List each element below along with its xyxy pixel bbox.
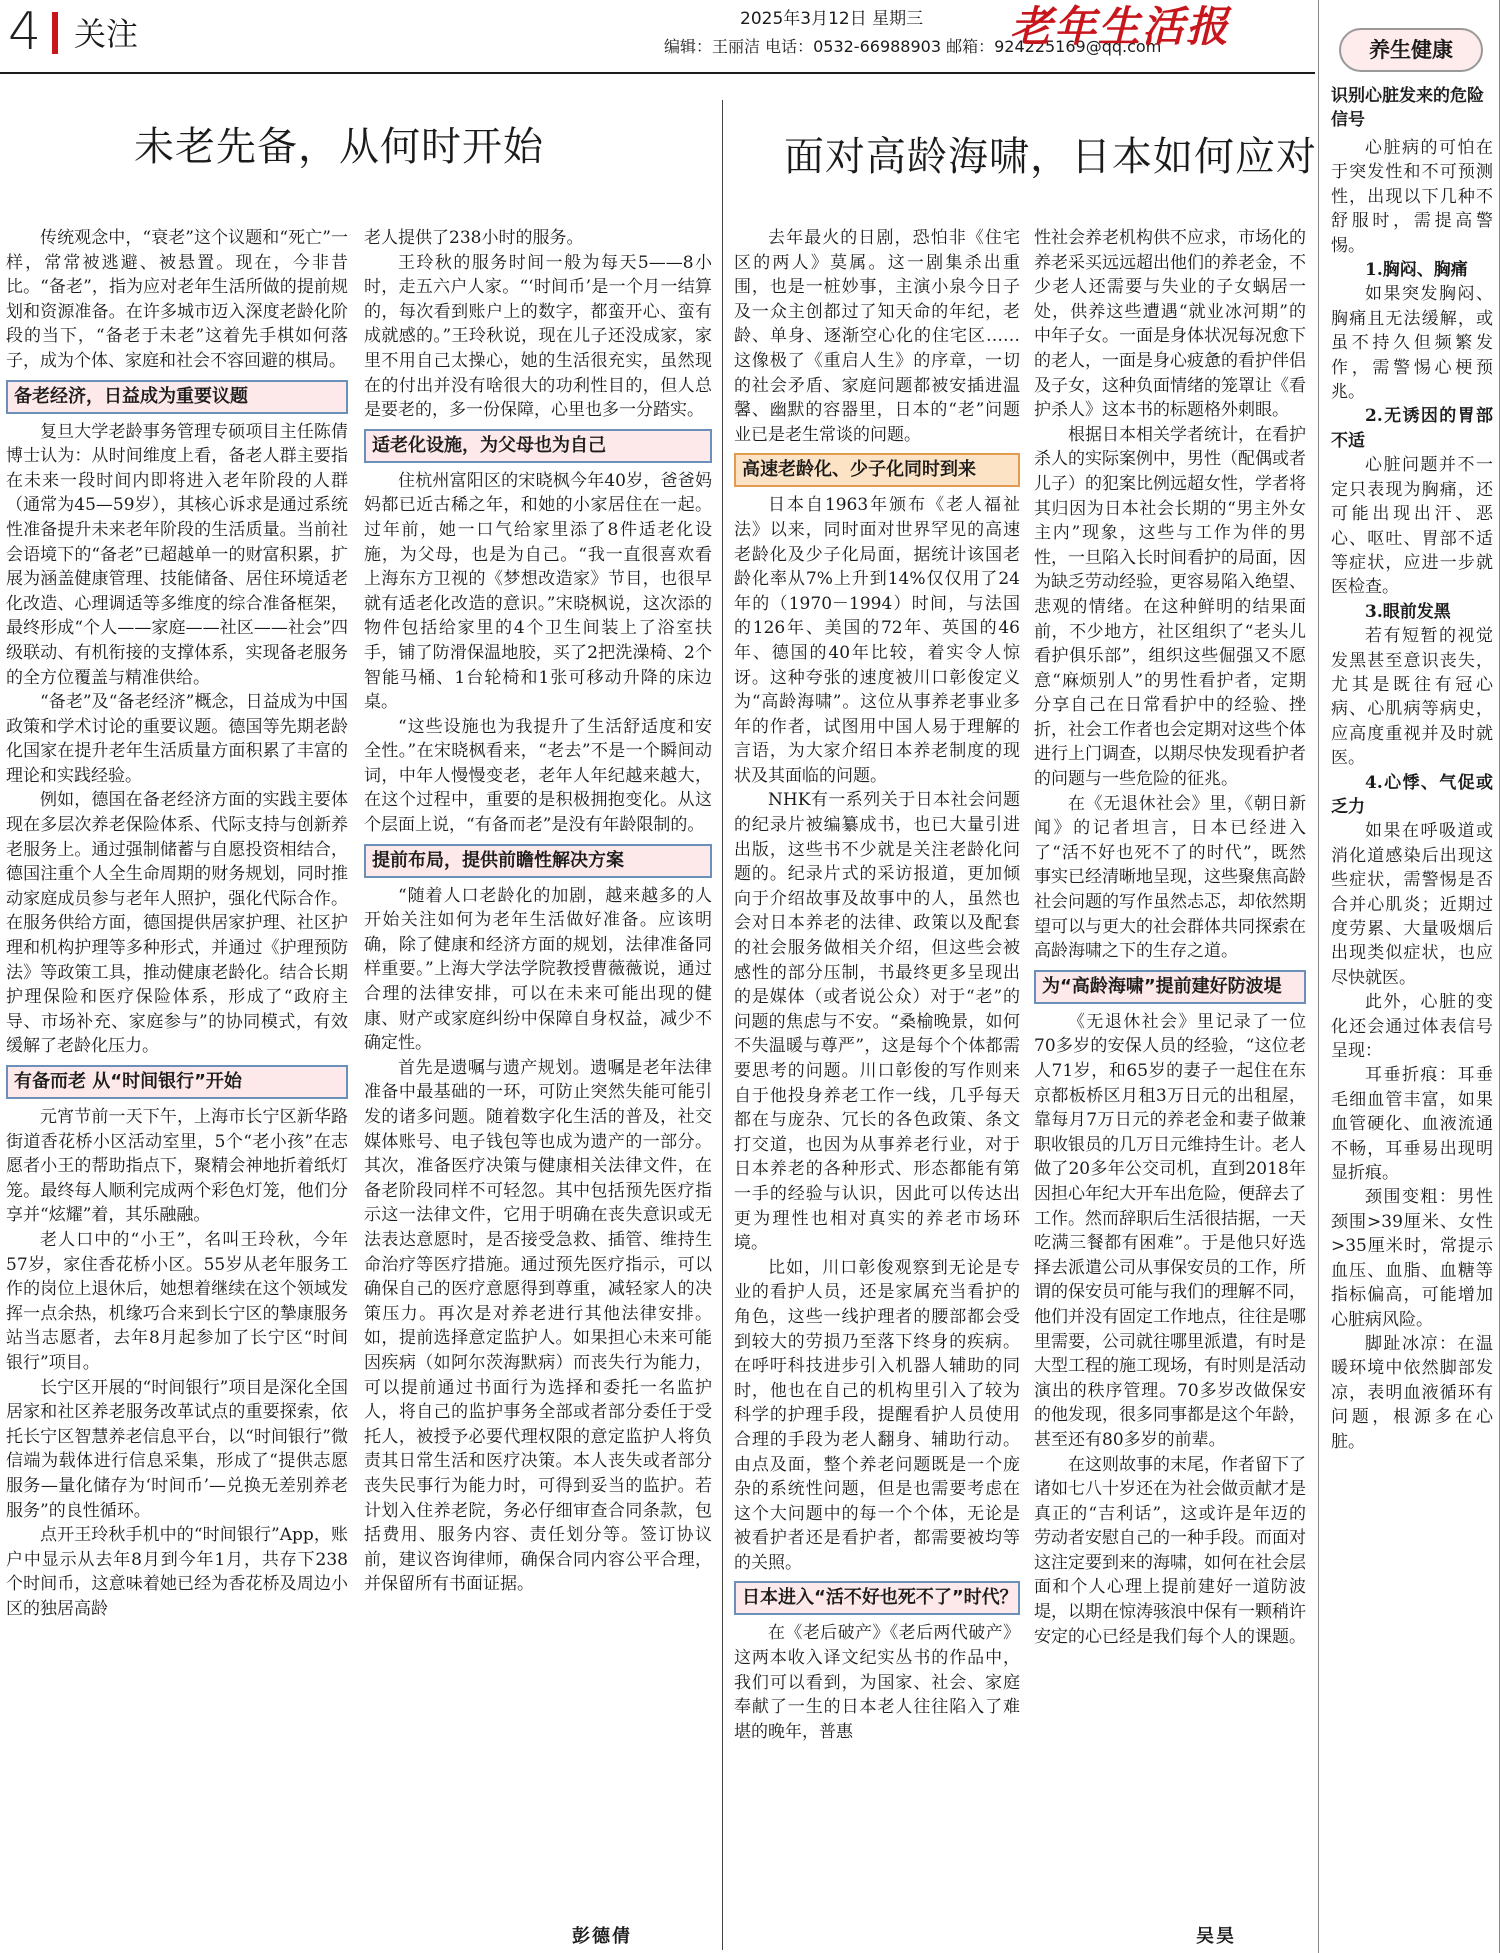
paragraph: NHK有一系列关于日本社会问题的纪录片被编纂成书，也已大量引进出版，这些书不少就是关注老龄化问题的。纪录片式的采访报道，更加倾向于介绍故事及故事中的人，虽然也会对日本养老的法律、政策以及配套的社会服务做相关介绍，但这些会被感性的部分压制，书最终更多呈现出的是媒体（或者说公众）对于“老”的问题的焦虑与不安。“桑榆晚景，如何不失温暖与尊严”，这是每个个体都需要思考的问题。川口彰俊的写作则来自于他投身养老工作一线，几乎每天都在与庞杂、冗长的各色政策、条文打交道，也因为从事养老行业，对于日本养老的各种形式、形态都能有第一手的经验与认识，因此可以传达出更为理性也相对真实的养老市场环境。 — [734, 790, 1020, 1254]
sidebar-paragraph: 颈围变粗：男性颈围>39厘米、女性>35厘米时，常提示血压、血脂、血糖等指标偏高，可能增加心脏病风险。 — [1331, 1187, 1493, 1330]
article-divider — [722, 100, 723, 1950]
sidebar-paragraph: 耳垂折痕：耳垂毛细血管丰富，如果血管硬化、血液流通不畅，耳垂易出现明显折痕。 — [1331, 1065, 1493, 1184]
left-article-byline: 彭德倩 — [572, 1926, 632, 1947]
paragraph: 在这则故事的末尾，作者留下了诸如七八十岁还在为社会做贡献才是真正的“吉利话”，这或许是年迈的劳动者安慰自己的一种手段。而面对这注定要到来的海啸，如何在社会层面和个人心理上提前建好一道防波堤，以期在惊涛骇浪中保有一颗稍许安定的心已经是我们每个人的课题。 — [1034, 1454, 1306, 1647]
subheading: 日本进入“活不好也死不了”时代？ — [734, 1581, 1020, 1615]
page-number: 4 — [8, 2, 42, 62]
sidebar-subheading: 4.心悸、气促或乏力 — [1331, 772, 1493, 817]
paragraph: 元宵节前一天下午，上海市长宁区新华路街道香花桥小区活动室里，5个“老小孩”在志愿者小王的帮助指点下，聚精会神地折着纸灯笼。最终每人顺利完成两个彩色灯笼，他们分享并“炫耀”着，其乐融融。 — [6, 1107, 348, 1226]
subheading: 高速老龄化、少子化同时到来 — [734, 453, 1020, 487]
issue-date: 2025年3月12日 星期三 — [740, 9, 924, 29]
paragraph: 日本自1963年颁布《老人福祉法》以来，同时面对世界罕见的高速老龄化及少子化局面，据统计该国老龄化率从7%上升到14%仅仅用了24年的（1970－1994）时间，与法国的126年、美国的72年、英国的46年、德国的40年比较，着实令人惊讶。这种夸张的速度被川口彰俊定义为“高龄海啸”。这位从事养老事业多年的作者，试图用中国人易于理解的言语，为大家介绍日本养老制度的现状及其面临的问题。 — [734, 495, 1020, 786]
sidebar-paragraph: 心脏问题并不一定只表现为胸痛，还可能出现出汗、恶心、呕吐、胃部不适等症状，应进一步就医检查。 — [1331, 455, 1493, 598]
page-number-divider — [52, 12, 58, 54]
paragraph: 在《无退休社会》里，《朝日新闻》的记者坦言，日本已经进入了“活不好也死不了的时代”，既然事实已经清晰地呈现，这些聚焦高龄社会问题的写作虽然忐忑，却依然期望可以与更大的社会群体共同探索在高龄海啸之下的生存之道。 — [1034, 793, 1306, 962]
sidebar-body — [1331, 136, 1493, 1946]
paragraph: 老人提供了238小时的服务。 — [364, 228, 584, 248]
subheading: 为“高龄海啸”提前建好防波堤 — [1034, 970, 1306, 1004]
sidebar-paragraph: 如果突发胸闷、胸痛且无法缓解，或虽不持久但频繁发作，需警惕心梗预兆。 — [1331, 284, 1493, 403]
paragraph: 复旦大学老龄事务管理专硕项目主任陈倩博士认为：从时间维度上看，备老人群主要指在未来一段时间内即将进入老年阶段的人群（通常为45—59岁），其核心诉求是通过系统性准备提升未来老年阶段的生活质量。当前社会语境下的“备老”已超越单一的财富积累，扩展为涵盖健康管理、技能储备、居住环境适老化改造、心理调适等多维度的综合准备框架，最终形成“个人——家庭——社区——社会”四级联动、有机衔接的支撑体系，实现备老服务的全方位覆盖与精准供给。 — [6, 421, 348, 688]
header-rule — [0, 72, 1315, 74]
paragraph: 《无退休社会》里记录了一位70多岁的安保人员的经验，“这位老人71岁，和65岁的妻子一起住在东京都板桥区月租3万日元的出租屋，靠每月7万日元的养老金和妻子做兼职收银员的几万日元维持生计。老人做了20多年公交司机，直到2018年因担心年纪大开车出危险，便辞去了工作。然而辞职后生活很拮据，一天吃满三餐都有困难”。于是他只好选择去派遣公司从事保安员的工作，所谓的保安员可能与我们的理解不同，他们并没有固定工作地点，往往是哪里需要，公司就往哪里派遣，有时是大型工程的施工现场，有时则是活动演出的秩序管理。70多岁改做保安的他发现，很多同事都是这个年龄，甚至还有80多岁的前辈。 — [1034, 1011, 1306, 1450]
page-header — [0, 0, 1315, 76]
sidebar-paragraph: 若有短暂的视觉发黑甚至意识丧失，尤其是既往有冠心病、心肌病等病史，应高度重视并及时就医。 — [1331, 626, 1493, 769]
sidebar-paragraph: 心脏病的可怕在于突发性和不可预测性，出现以下几种不舒服时，需提高警惕。 — [1331, 138, 1493, 256]
paragraph: 比如，川口彰俊观察到无论是专业的看护人员，还是家属充当看护的角色，这些一线护理者的腰部都会受到较大的劳损乃至落下终身的疾病。在呼吁科技进步引入机器人辅助的同时，他也在自己的机构里引入了较为科学的护理手段，提醒看护人员使用合理的手段为老人翻身、辅助行动。由点及面，整个养老问题既是一个庞杂的系统性问题，但是也需要考虑在这个大问题中的每一个个体，无论是被看护者还是看护者，都需要被均等的关照。 — [734, 1257, 1020, 1573]
right-article-byline: 吴昊 — [1196, 1926, 1236, 1947]
right-article-title: 面对高龄海啸，日本如何应对 — [784, 134, 1317, 180]
paragraph: “备老”及“备老经济”概念，日益成为中国政策和学术讨论的重要议题。德国等先期老龄化国家在提升老年生活质量方面积累了丰富的理论和实践经验。 — [6, 692, 348, 786]
subheading: 有备而老 从“时间银行”开始 — [6, 1065, 348, 1099]
sidebar-subheading: 1.胸闷、胸痛 — [1365, 260, 1468, 281]
paragraph: 在《老后破产》《老后两代破产》这两本收入译文纪实丛书的作品中，我们可以看到，为国家、社会、家庭奉献了一生的日本老人往往陷入了难堪的晚年，普惠 — [734, 1623, 1020, 1742]
left-article-column-2 — [364, 226, 712, 1916]
paragraph: 长宁区开展的“时间银行”项目是深化全国居家和社区养老服务改革试点的重要探索，依托长宁区智慧养老信息平台，以“时间银行”微信端为载体进行信息采集，形成了“提供志愿服务—量化储存为‘时间币’—兑换无差别养老服务”的良性循环。 — [6, 1377, 348, 1521]
paragraph: 王玲秋的服务时间一般为每天5——8小时，走五六户人家。“‘时间币’是一个月一结算的，每次看到账户上的数字，都蛮开心、蛮有成就感的。”王玲秋说，现在儿子还没成家，家里不用自己太操心，她的生活很充实，虽然现在的付出并没有啥很大的功利性目的，但人总是要老的，多一份保障，心里也多一分踏实。 — [364, 252, 712, 421]
paragraph: 例如，德国在备老经济方面的实践主要体现在多层次养老保险体系、代际支持与创新养老服务上。通过强制储蓄与自愿投资相结合，德国注重个人全生命周期的财务规划，同时推动家庭成员参与老年人照护，强化代际合作。在服务供给方面，德国提供居家护理、社区护理和机构护理等多种形式，并通过《护理预防法》等政策工具，推动健康老龄化。结合长期护理保险和医疗保险体系，形成了“政府主导、市场补充、家庭参与”的协同模式，有效缓解了老龄化压力。 — [6, 790, 348, 1057]
newspaper-logo: 老年生活报 — [1010, 2, 1231, 51]
right-article-column-1 — [734, 226, 1020, 1946]
paragraph: 去年最火的日剧，恐怕非《住宅区的两人》莫属。这一剧集杀出重围，也是一桩妙事，主演小泉今日子及一众主创都过了知天命的年纪，老龄、单身、逐渐空心化的住宅区……这像极了《重启人生》的序章，一切的社会矛盾、家庭问题都被安插进温馨、幽默的容器里，日本的“老”问题业已是老生常谈的问题。 — [734, 228, 1020, 445]
section-name: 关注 — [74, 15, 139, 53]
subheading: 适老化设施，为父母也为自己 — [364, 429, 712, 463]
sidebar-paragraph: 此外，心脏的变化还会通过体表信号呈现： — [1331, 992, 1493, 1062]
paragraph: 性社会养老机构供不应求，市场化的养老采买远远超出他们的养老金，不少老人还需要与失业的子女蜗居一处，供养这些遭遇“就业冰河期”的中年子女。一面是身体状况每况愈下的老人，一面是身心疲惫的看护伴侣及子女，这种负面情绪的笼罩让《看护杀人》这本书的标题格外刺眼。 — [1034, 228, 1306, 421]
paragraph: 传统观念中，“衰老”这个议题和“死亡”一样，常常被逃避、被悬置。现在，今非昔比。“备老”，指为应对老年生活所做的提前规划和资源准备。在许多城市迈入深度老龄化阶段的当下，“备老于未老”这着先手棋如何落子，成为个体、家庭和社会不容回避的棋局。 — [6, 228, 348, 371]
sidebar-subheading: 2.无诱因的胃部不适 — [1331, 406, 1493, 451]
paragraph: 首先是遗嘱与遗产规划。遗嘱是老年法律准备中最基础的一环，可防止突然失能可能引发的诸多问题。随着数字化生活的普及，社交媒体账号、电子钱包等也成为遗产的一部分。其次，准备医疗决策与健康相关法律文件，在备老阶段同样不可轻忽。其中包括预先医疗指示这一法律文件，它用于明确在丧失意识或无法表达意愿时，是否接受急救、插管、维持生命治疗等医疗措施。通过预先医疗指示，可以确保自己的医疗意愿得到尊重，减轻家人的决策压力。再次是对养老进行其他法律安排。如，提前选择意定监护人。如果担心未来可能因疾病（如阿尔茨海默病）而丧失行为能力，可以提前通过书面行为选择和委托一名监护人，将自己的监护事务全部或者部分委任于受托人，被授予必要代理权限的意定监护人将负责其日常生活和医疗决策。本人丧失或者部分丧失民事行为能力时，可得到妥当的监护。若计划入住养老院，务必仔细审查合同条款，包括费用、服务内容、责任划分等。签订协议前，建议咨询律师，确保合同内容公平合理，并保留所有书面证据。 — [364, 1057, 712, 1595]
sidebar-paragraph: 脚趾冰凉：在温暖环境中依然脚部发凉，表明血液循环有问题，根源多在心脏。 — [1331, 1333, 1493, 1452]
left-article-title: 未老先备，从何时开始 — [134, 124, 544, 170]
sidebar-headline: 识别心脏发来的危险信号 — [1331, 86, 1484, 130]
paragraph: 老人口中的“小王”，名叫王玲秋，今年57岁，家住香花桥小区。55岁从老年服务工作的岗位上退休后，她想着继续在这个领域发挥一点余热，机缘巧合来到长宁区的摯康服务站当志愿者，去年8月起参加了长宁区“时间银行”项目。 — [6, 1229, 348, 1373]
sidebar-paragraph: 如果在呼吸道或消化道感染后出现这些症状，需警惕是否合并心肌炎；近期过度劳累、大量吸烟后出现类似症状，也应尽快就医。 — [1331, 821, 1493, 988]
left-article-column-1 — [6, 226, 348, 1946]
sidebar-title: 养生健康 — [1339, 28, 1483, 72]
right-article-column-2 — [1034, 226, 1306, 1916]
paragraph: 住杭州富阳区的宋晓枫今年40岁，爸爸妈妈都已近古稀之年，和她的小家居住在一起。过年前，她一口气给家里添了8件适老化设施，为父母，也是为自己。“我一直很喜欢看上海东方卫视的《梦想改造家》节目，也很早就有适老化改造的意识。”宋晓枫说，这次添的物件包括给家里的4个卫生间装上了浴室扶手，铺了防滑保温地胶，买了2把洗澡椅、2个智能马桶、1台轮椅和1张可移动升降的床边桌。 — [364, 470, 712, 713]
paragraph: “随着人口老龄化的加剧，越来越多的人开始关注如何为老年生活做好准备。应该明确，除了健康和经济方面的规划，法律准备同样重要。”上海大学法学院教授曹薇薇说，通过合理的法律安排，可以在未来可能出现的健康、财产或家庭纠纷中保障自身权益，减少不确定性。 — [364, 885, 712, 1054]
subheading: 提前布局，提供前瞻性解决方案 — [364, 844, 712, 878]
paragraph: 根据日本相关学者统计，在看护杀人的实际案例中，男性（配偶或者儿子）的犯案比例远超女性，学者将其归因为日本社会长期的“男主外女主内”现象，这些与工作为伴的男性，一旦陷入长时间看护的局面，因为缺乏劳动经验，更容易陷入绝望、悲观的情绪。在这种鲜明的结果面前，不少地方，社区组织了“老头儿看护俱乐部”，组织这些倔强又不愿意“麻烦别人”的男性看护者，定期分享自己在日常看护中的经验、挫折，社会工作者也会定期对这些个体进行上门调查，以期尽快发现看护者的问题与一些危险的征兆。 — [1034, 424, 1306, 790]
editor-info: 编辑：王丽洁 电话：0532-66988903 邮箱：924225169@qq.com — [664, 37, 1162, 56]
sidebar-subheading: 3.眼前发黑 — [1365, 601, 1451, 622]
health-sidebar — [1318, 0, 1500, 1953]
paragraph: “这些设施也为我提升了生活舒适度和安全性。”在宋晓枫看来，“老去”不是一个瞬间动词，中年人慢慢变老，老年人年纪越来越大，在这个过程中，重要的是积极拥抱变化。从这个层面上说，“有备而老”是没有年龄限制的。 — [364, 716, 712, 836]
subheading: 备老经济，日益成为重要议题 — [6, 380, 348, 414]
paragraph: 点开王玲秋手机中的“时间银行”App，账户中显示从去年8月到今年1月，共存下238个时间币，这意味着她已经为香花桥及周边小区的独居高龄 — [6, 1525, 348, 1619]
